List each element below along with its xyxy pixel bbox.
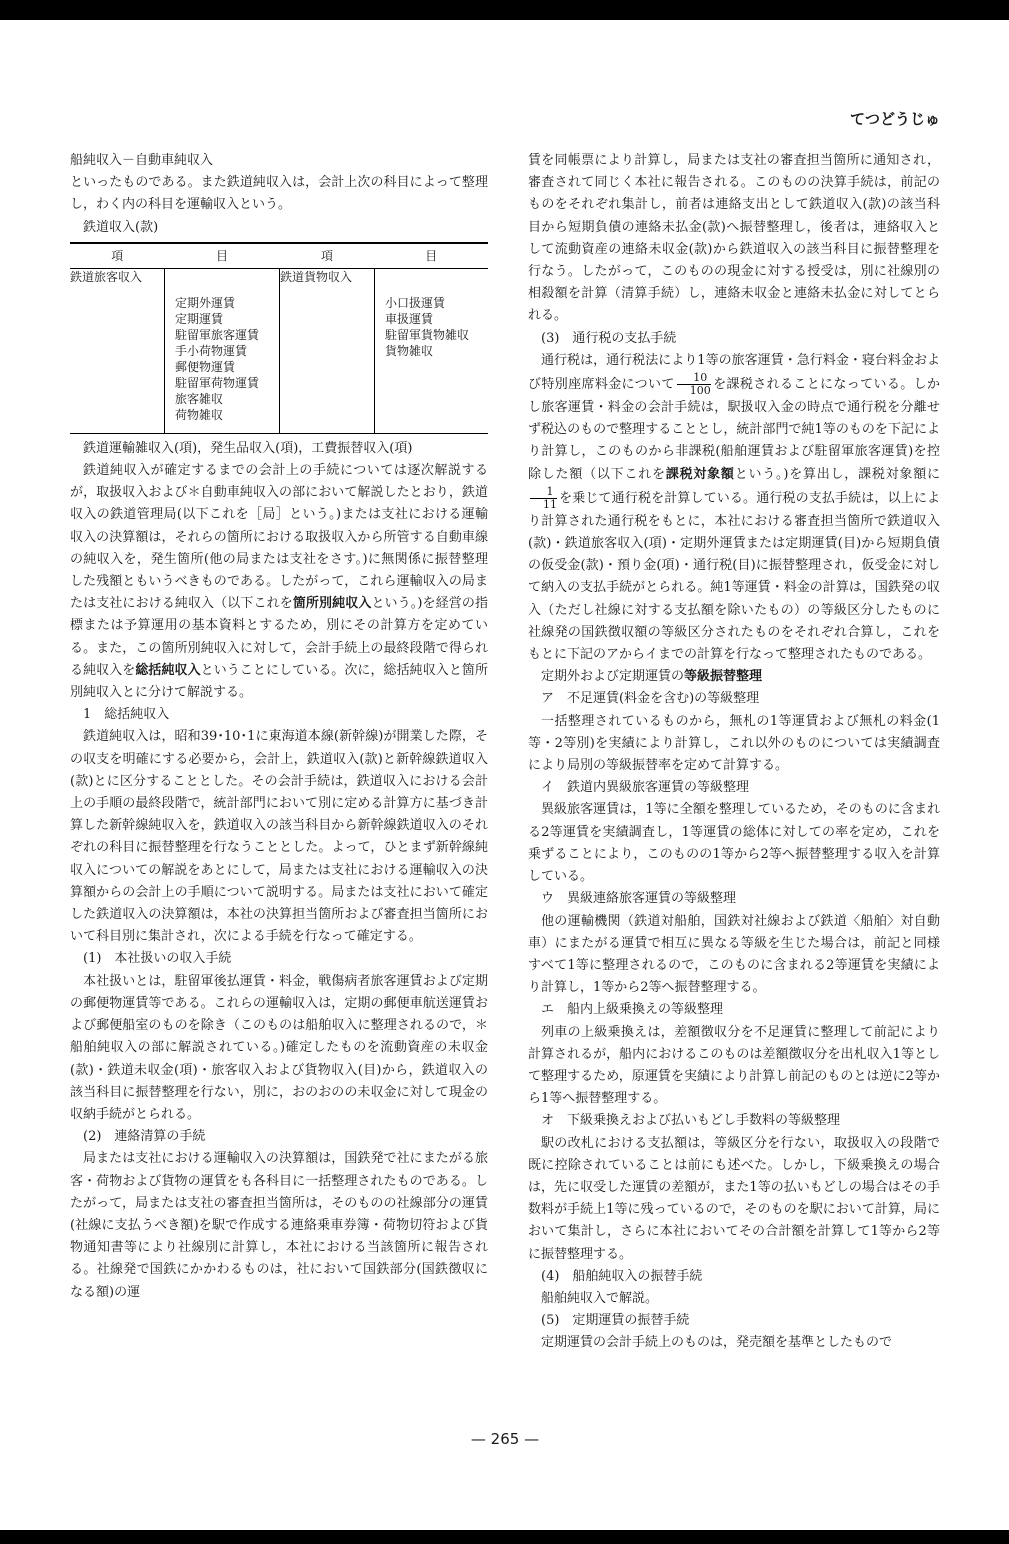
list-item: 小口扱運賃 [385,295,446,310]
fraction-denominator: 11 [543,497,557,511]
text-run: 定期外および定期運賃の [541,669,685,685]
bold-term: 箇所別純収入 [292,596,372,612]
text-run: という。)を経営の指標または予算運用の基本資料とするため，別にその計算方を定めている。また，この箇所別純収入に対して，会計手続上の最終段階で得られる純収入を [70,596,488,678]
table-header: 項 [280,243,375,269]
bold-term: 課税対象額 [665,466,735,482]
text-run: 通行税は，通行税法により1等の旅客運賃・急行料金・寝台料金および特別座席料金について [528,352,940,393]
list-item: 手小荷物運賃 [175,343,248,358]
section-heading: (1) 本社扱いの収入手続 [83,951,232,967]
section-heading: オ 下級乗換えおよび払いもどし手数料の等級整理 [541,1113,841,1129]
list-item: 旅客雑収 [175,391,224,406]
fraction [677,372,711,397]
bottom-border-bar [0,1530,1009,1544]
paragraph: 鉄道運輸雑収入(項)，発生品収入(項)，工費振替収入(項) [83,440,413,456]
section-heading [528,666,940,688]
text-run: ということにしている。次に，総括純収入と箇所別純収入とに分けて解説する。 [70,662,488,701]
section-heading: (3) 通行税の支払手続 [541,330,677,346]
table-cell-category: 鉄道旅客収入 [70,268,165,433]
table-cell-category: 鉄道貨物収入 [280,268,375,433]
paragraph: 駅の改札における支払額は，等級区分を行ない，取扱収入の段階で既に控除されていることは前にも述べた。しかし，下級乗換えの場合は，先に収受した運賃の差額が，また1等の払いもどしの場合はその手数料が手続上1等に残っているので，そのものを駅において計算，局において集計し，さらに本社においてその合計額を計算して1等から2等に振替整理する。 [528,1135,940,1262]
table-header: 目 [165,243,280,269]
text-run: 鉄道純収入が確定するまでの会計上の手続については逐次解説するが，取扱収入および＊自動車純収入の部において解説したとおり，鉄道収入の鉄道管理局(以下これを［局］という。)または支社における運輸収入の決算額は，それらの箇所における取扱収入から所管する自動車線の純収入を，発生箇所(他の局または支社をさす。)に無関係に振替整理した残額ともいうべきものである。したがって，これら運輸収入の局または支社における純収入（以下これを [70,463,488,612]
text-run: を課税されることになっている。しかし旅客運賃・料金の会計手続は，駅扱収入金の時点で通行税を分離せず税込のもので整理することとし，統計部門で純1等のものを下記により計算し，このものから非課税(船舶運賃および駐留軍旅客運賃)を控除した額（以下これを [528,377,940,482]
paragraph [528,350,940,666]
list-item: 荷物雑収 [175,407,224,422]
right-column [528,150,940,1355]
fraction-numerator: 1 [530,486,557,499]
table-header: 目 [375,243,489,269]
bold-term: 等級振替整理 [684,669,763,685]
section-heading: イ 鉄道内異級旅客運賃の等級整理 [541,780,750,796]
table-caption: 鉄道収入(款) [83,219,159,235]
section-heading: ア 不足運賃(料金を含む)の等級整理 [541,691,760,707]
list-item: 駐留軍荷物運賃 [175,375,260,390]
paragraph: といったものである。また鉄道純収入は，会計上次の科目によって整理し，わく内の科目を運輸収入という。 [70,175,488,213]
revenue-table [70,242,488,434]
paragraph: 局または支社における運輸収入の決算額は，国鉄発で社にまたがる旅客・荷物および貨物の運賃をも各科目に一括整理されたものである。したがって，局または支社の審査担当箇所は，そのものの社線部分の運賃(社線に支払うべき額)を駅で作成する連絡乗車券簿・荷物切符および貨物通知書等により社線別に計算し，本社における当該箇所に報告される。社線発で国鉄にかかわるものは，社において国鉄部分(国鉄徴収になる額)の運 [70,1151,488,1300]
fraction [530,486,557,511]
paragraph: 異級旅客運賃は，1等に全額を整理しているため，そのものに含まれる2等運賃を実績調査し，1等運賃の総体に対しての率を定め，これを乗ずることにより，このものの1等から2等へ振替整理する収入を計算している。 [528,802,940,885]
section-heading: (2) 連絡清算の手続 [83,1129,206,1145]
text-run: という。)を算出し，課税対象額に [734,466,940,482]
section-heading: 1 総括純収入 [83,707,170,723]
list-item: 車扱運賃 [385,311,434,326]
paragraph: 定期運賃の会計手続上のものは，発売額を基準としたもので [541,1335,893,1351]
paragraph: 一括整理されているものから，無札の1等運賃および無札の料金(1等・2等別)を実績により計算し，これ以外のものについては実績調査により局別の等級振替率を定めて計算する。 [528,713,940,774]
section-heading: エ 船内上級乗換えの等級整理 [541,1002,724,1018]
table-cell-items [375,268,489,433]
section-heading: (5) 定期運賃の振替手続 [541,1313,690,1329]
left-column [70,150,488,1304]
bold-term: 総括純収入 [135,662,201,678]
paragraph: 船純収入－自動車純収入 [70,153,214,168]
paragraph: 鉄道純収入は，昭和39･10･1に東海道本線(新幹線)が開業した際，その収支を明確にする必要から，会計上，鉄道収入(款)と新幹線鉄道収入(款)とに区分することとした。その会計手続は，鉄道収入における会計上の手順の最終段階で，統計部門において別に定める計算方に基づき計算した新幹線純収入を，鉄道収入の該当科目から新幹線鉄道収入のそれぞれの科目に振替整理を行なうこととした。よって，ひとまず新幹線純収入についての解説をあとにして，局または支社における運輸収入の決算額からの会計上の手順について説明する。局または支社において確定した鉄道収入の決算額は，本社の決算担当箇所および審査担当箇所において科目別に集計され，次による手続を行なって確定する。 [70,729,488,945]
paragraph: 列車の上級乗換えは，差額徴収分を不足運賃に整理して前記により計算されるが，船内におけるこのものは差額徴収分を出札収入1等として整理するため，原運賃を実績により計算し前記のものとは逆に2等から1等へ振替整理する。 [528,1024,940,1107]
section-heading: (4) 船舶純収入の振替手続 [541,1268,703,1284]
top-border-bar [0,0,1009,20]
list-item: 貨物雑収 [385,343,434,358]
page-number: — 265 — [470,1430,540,1448]
list-item: 郵便物運賃 [175,359,236,374]
paragraph: 本社扱いとは，駐留軍後払運賃・料金，戦傷病者旅客運賃および定期の郵便物運賃等である。これらの運輸収入は，定期の郵便車航送運賃および郵便船室のものを除き（このものは船舶収入に整理されるので，＊船舶純収入の部に解説されている。)確定したものを流動資産の未収金(款)・鉄道未収金(項)・旅客収入および貨物収入(目)から，鉄道収入の該当科目に振替整理を行ない，別に，おのおのの未収金に対して現金の収納手続がとられる。 [70,973,488,1122]
list-item: 駐留軍旅客運賃 [175,327,260,342]
table-cell-items [165,268,280,433]
fraction-denominator: 100 [689,384,711,398]
section-heading: ウ 異級連絡旅客運賃の等級整理 [541,891,737,907]
list-item: 駐留軍貨物雑収 [385,327,470,342]
fraction-numerator: 10 [677,372,711,385]
text-run: を乗じて通行税を計算している。通行税の支払手続は，以上により計算された通行税をもとに，本社における審査担当箇所で鉄道収入(款)・鉄道旅客収入(項)・定期外運賃または定期運賃(目)から短期負債の仮受金(款)・預り金(項)・通行税(目)に振替整理され，仮受金に対して納入の支払手続がとられる。純1等運賃・料金の計算は，国鉄発の収入（ただし社線に対する支払額を除いたもの）の等級区分したものに社線発の国鉄徴収額の等級区分されたものをそれぞれ合算し，これをもとに下記のアからイまでの計算を行なって整理されたものである。 [528,490,940,663]
list-item: 定期運賃 [175,311,224,326]
list-item: 定期外運賃 [175,295,236,310]
table-header: 項 [70,243,165,269]
paragraph: 賃を同帳票により計算し，局または支社の審査担当箇所に通知され，審査されて同じく本社に報告される。このものの決算手続は，前記のものをそれぞれ集計し，前者は連絡支出として鉄道収入(款)の該当科目から短期負債の連絡未払金(款)へ振替整理し，後者は，連絡収入として流動資産の連絡未収金(款)から鉄道収入の該当科目に振替整理を行なう。したがって，このものの現金に対する授受は，別に社線別の相殺額を計算（清算手続）し，連絡未収金と連絡未払金に対してとられる。 [528,153,940,324]
paragraph [70,460,488,704]
paragraph: 他の運輸機関（鉄道対船舶，国鉄対社線および鉄道〈船舶〉対自動車）にまたがる運賃で相互に異なる等級を生じた場合は，前記と同様すべて1等に整理されるので，このものに含まれる2等運賃を実績により計算し，1等から2等へ振替整理する。 [528,913,940,996]
running-head: てつどうじゅ [849,110,940,128]
paragraph: 船舶純収入で解説。 [541,1290,659,1306]
